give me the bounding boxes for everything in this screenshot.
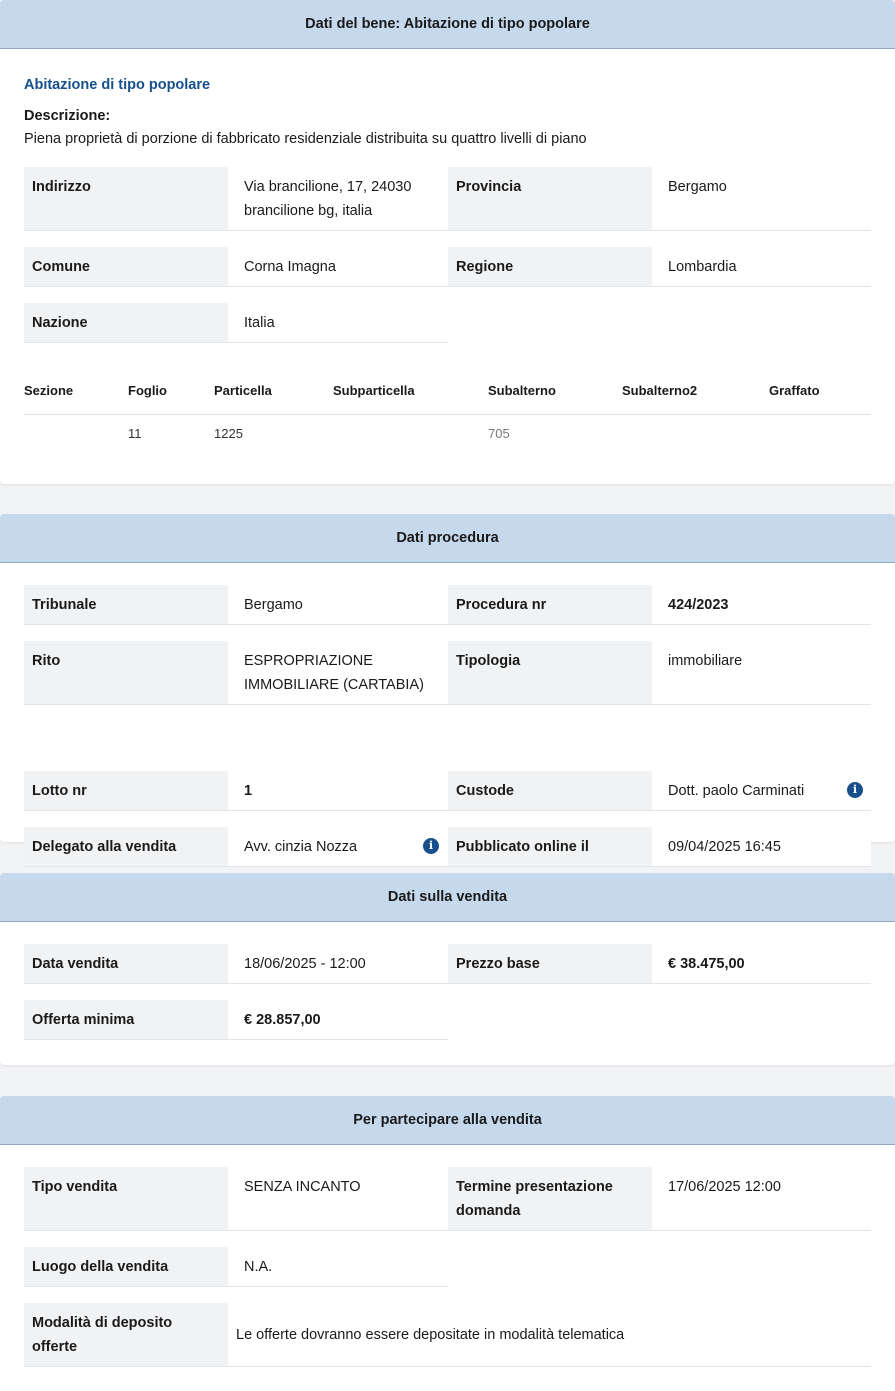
tipologia-value: immobiliare bbox=[652, 641, 871, 705]
indirizzo-line1: Via brancilione, 17, 24030 bbox=[244, 179, 412, 195]
card-dati-procedura bbox=[0, 514, 895, 855]
procedura-value: 424/2023 bbox=[652, 585, 871, 625]
table-header-subalterno: Subalterno bbox=[488, 383, 556, 398]
table-divider bbox=[24, 414, 871, 415]
nazione-value: Italia bbox=[228, 303, 448, 343]
provincia-value: Bergamo bbox=[652, 167, 871, 231]
procedura-label: Procedura nr bbox=[448, 585, 652, 625]
section-header-dati-procedura: Dati procedura bbox=[0, 514, 895, 563]
table-header-graffato: Graffato bbox=[769, 383, 820, 398]
tribunale-label: Tribunale bbox=[24, 585, 228, 625]
luogo-value: N.A. bbox=[228, 1247, 448, 1287]
luogo-label: Luogo della vendita bbox=[24, 1247, 228, 1287]
table-header-foglio: Foglio bbox=[128, 383, 167, 398]
pubblicato-value: 09/04/2025 16:45 bbox=[652, 827, 871, 867]
pubblicato-label: Pubblicato online il bbox=[448, 827, 652, 867]
termine-label-line1: Termine presentazione bbox=[456, 1179, 613, 1195]
table-cell-subalterno: 705 bbox=[488, 426, 510, 441]
table-header-sezione: Sezione bbox=[24, 383, 74, 398]
data-vendita-value: 18/06/2025 - 12:00 bbox=[228, 944, 448, 984]
table-cell-foglio: 11 bbox=[128, 426, 142, 441]
custode-info-icon[interactable]: i bbox=[847, 782, 863, 798]
tipo-vendita-value: SENZA INCANTO bbox=[228, 1167, 448, 1231]
termine-label-line2: domanda bbox=[456, 1203, 521, 1219]
modalita-label-line2: offerte bbox=[32, 1339, 78, 1355]
card-partecipare bbox=[0, 1096, 895, 1391]
card-dati-vendita bbox=[0, 873, 895, 1065]
section-header-dati-bene: Dati del bene: Abitazione di tipo popolare bbox=[0, 0, 895, 49]
indirizzo-label: Indirizzo bbox=[24, 167, 228, 231]
card-dati-bene bbox=[0, 0, 895, 484]
modalita-label-line1: Modalità di deposito bbox=[32, 1315, 173, 1331]
rito-value bbox=[228, 641, 448, 705]
modalita-value: Le offerte dovranno essere depositate in modalità telematica bbox=[228, 1303, 871, 1367]
rito-line1: ESPROPRIAZIONE bbox=[244, 653, 373, 669]
description-text: Piena proprietà di porzione di fabbricato residenziale distribuita su quattro livelli di piano bbox=[24, 131, 587, 147]
termine-value: 17/06/2025 12:00 bbox=[652, 1167, 871, 1231]
table-cell-particella: 1225 bbox=[214, 426, 243, 441]
regione-value: Lombardia bbox=[652, 247, 871, 287]
table-header-subparticella: Subparticella bbox=[333, 383, 415, 398]
regione-label: Regione bbox=[448, 247, 652, 287]
section-header-partecipare: Per partecipare alla vendita bbox=[0, 1096, 895, 1145]
offerta-minima-value: € 28.857,00 bbox=[228, 1000, 448, 1040]
modalita-label bbox=[24, 1303, 228, 1367]
section-header-dati-vendita: Dati sulla vendita bbox=[0, 873, 895, 922]
delegato-label: Delegato alla vendita bbox=[24, 827, 228, 867]
nazione-label: Nazione bbox=[24, 303, 228, 343]
rito-line2: IMMOBILIARE (CARTABIA) bbox=[244, 677, 424, 693]
custode-name: Dott. paolo Carminati bbox=[668, 783, 805, 799]
lotto-value: 1 bbox=[228, 771, 448, 811]
tribunale-value: Bergamo bbox=[228, 585, 448, 625]
comune-value: Corna Imagna bbox=[228, 247, 448, 287]
custode-value bbox=[652, 771, 871, 811]
delegato-info-icon[interactable]: i bbox=[423, 838, 439, 854]
delegato-name: Avv. cinzia Nozza bbox=[244, 839, 358, 855]
prezzo-base-label: Prezzo base bbox=[448, 944, 652, 984]
custode-label: Custode bbox=[448, 771, 652, 811]
indirizzo-line2: brancilione bg, italia bbox=[244, 203, 373, 219]
description-label: Descrizione: bbox=[24, 108, 111, 124]
delegato-value bbox=[228, 827, 448, 867]
provincia-label: Provincia bbox=[448, 167, 652, 231]
comune-label: Comune bbox=[24, 247, 228, 287]
prezzo-base-value: € 38.475,00 bbox=[652, 944, 871, 984]
offerta-minima-label: Offerta minima bbox=[24, 1000, 228, 1040]
rito-label: Rito bbox=[24, 641, 228, 705]
termine-label bbox=[448, 1167, 652, 1231]
lotto-label: Lotto nr bbox=[24, 771, 228, 811]
table-header-subalterno2: Subalterno2 bbox=[622, 383, 698, 398]
data-vendita-label: Data vendita bbox=[24, 944, 228, 984]
tipologia-label: Tipologia bbox=[448, 641, 652, 705]
tipo-vendita-label: Tipo vendita bbox=[24, 1167, 228, 1231]
table-header-particella: Particella bbox=[214, 383, 272, 398]
indirizzo-value bbox=[228, 167, 448, 231]
property-subtitle: Abitazione di tipo popolare bbox=[24, 77, 211, 93]
